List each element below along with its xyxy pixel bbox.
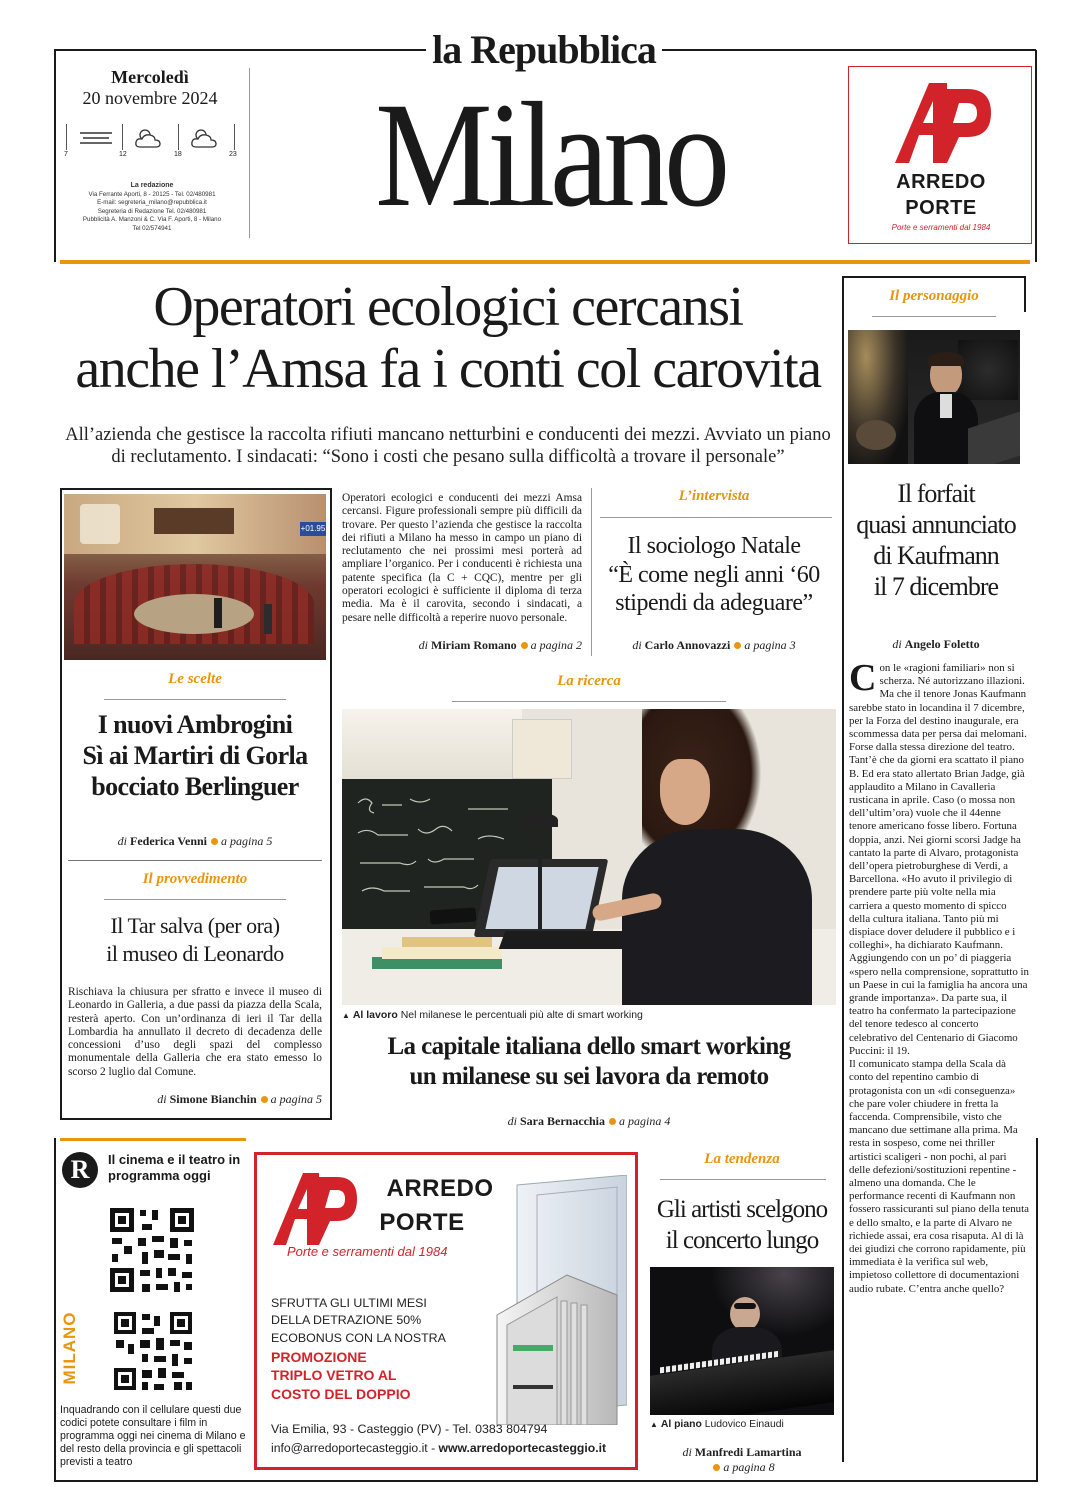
ad-line: DELLA DETRAZIONE 50% <box>271 1313 422 1328</box>
redazione-line[interactable]: E-mail: segreteria_milano@repubblica.it <box>97 199 207 207</box>
byline-author: Manfredi Lamartina <box>694 1445 802 1459</box>
city-title: Milano <box>375 72 725 238</box>
provvedimento-byline[interactable] <box>68 1092 322 1107</box>
byline-di: di <box>117 834 127 848</box>
byline-di: di <box>157 1092 167 1106</box>
big-ad-tagline: Porte e serramenti dal 1984 <box>287 1244 448 1259</box>
frame-left <box>54 50 56 262</box>
headline-line: “È come negli anni ‘60 <box>608 561 820 588</box>
redazione-line: Pubblicità A. Manzoni & C. Via F. Aporti, 8 - Milano <box>82 216 222 224</box>
byline-di: di <box>418 638 428 652</box>
kicker-rule <box>872 316 996 317</box>
cinema-title: Il cinema e il teatro in programma oggi <box>108 1152 241 1183</box>
provvedimento-headline[interactable] <box>64 912 326 968</box>
dot-icon <box>521 642 528 649</box>
cinema-rule <box>60 1138 246 1141</box>
tendenza-caption <box>650 1419 840 1430</box>
headline-line: Il Tar salva (per ora) <box>110 913 280 938</box>
headline-line: I nuovi Ambrogini <box>97 710 293 739</box>
caption-text: Nel milanese le percentuali più alte di smart working <box>400 1009 643 1021</box>
council-photo[interactable] <box>64 494 326 660</box>
column-divider <box>591 488 592 656</box>
smart-working-photo[interactable] <box>342 709 836 1005</box>
headline-line: di Kaufmann <box>873 541 999 570</box>
frame-bottom <box>54 1480 1038 1482</box>
scelte-kicker: Le scelte <box>168 671 222 687</box>
caption-triangle-icon: ▲ <box>342 1011 350 1020</box>
provvedimento-body: Rischiava la chiusura per sfratto e invece il museo di Leonardo in Galleria, a due passi da piazza della Scala, resterà aperto. Con un’ordinanza di ieri il Tar della Lombardia ha annullato il decreto di decadenza delle concessioni d’uso degli spazi del complesso monumentale della Galleria che era stato emesso lo scorso 2 luglio dal Comune. <box>68 986 322 1078</box>
big-ad-contacts <box>271 1441 635 1455</box>
byline-author: Carlo Annovazzi <box>644 638 731 652</box>
byline-author: Sara Bernacchia <box>520 1114 605 1128</box>
caption-bold: Al lavoro <box>352 1009 398 1021</box>
redazione-block <box>62 182 242 234</box>
scelte-byline[interactable] <box>64 834 326 849</box>
byline-author: Federica Venni <box>130 834 207 848</box>
provvedimento-kicker: Il provvedimento <box>142 871 248 887</box>
lead-body: Operatori ecologici e conducenti dei mezzi Amsa cercansi. Figure professionali sempre più difficili da trovare. Per questo l’azienda che gestisce la raccolta dei rifiuti a Milano ha messo in campo un piano di reclutamento che nei prossimi mesi porterà ad ampliare l’organico. Per i conducenti è richiesta una patente specifica (la C + CQC), mentre per gli operatori ecologici è sufficiente il diploma di terza media. Ma è il carovita, secondo i sindacati, a pesare nelle difficoltà a reperire nuovo personale. <box>342 492 582 624</box>
vertical-text: MILANO <box>60 1311 79 1385</box>
big-ad-line2: PORTE <box>379 1209 465 1236</box>
tendenza-byline[interactable] <box>646 1445 838 1475</box>
body-paragraph: on le «ragioni familiari» non si scherza. Né autorizzano illazioni. Ma che il tenore Jonas Kaufmann sarebbe stato in locandina il 7 dicembre, per la Forza del destino inaugurale, era scommessa data per persa dai melomani. Forse dalla stessa direzione del teatro. Tant’è che da giorni era scattato il piano B. Ed era stato allertato Brian Jadge, già applaudito a Milano in Cavalleria rusticana in aprile. Caso (o mossa non dell’ultim’ora) vuole che il 44enne tenore americano fosse libero. Fortuna doppia, anzi. Nei giorni scorsi Jadge ha cantato la parte di Alvaro, protagonista dell’opera pietroburghese di Verdi, a Barcellona. «Ho avuto il privilegio di prendere parte più volte nella mia carriera a questo momento di spicco della cultura italiana. Tanto più mi dispiace dover deludere il pubblico e i colleghi», ha dichiarato Kaufmann. Aggiungendo con un po’ di piaggeria «spero nella comprensione, soprattutto in un Paese in cui la famiglia ha ancora una grande importanza». Da parte sua, il teatro ha confermato la partecipazione del tenore tedesco al concerto celebrativo del Centenario di Giacomo Puccini: il 19. <box>849 662 1029 1057</box>
headline-line: La capitale italiana dello smart working <box>387 1033 791 1060</box>
redazione-line: Tel 02/574941 <box>132 224 172 232</box>
temp-label: 23 <box>229 151 237 158</box>
body-paragraph: Il comunicato stampa della Scala dà conto del repentino cambio di protagonista con un «di conseguenza» che pare voler chiudere in fretta la faccenda. Comprensibile, visto che mancano due settimane alla prima. Ma resta in sospeso, come nei thriller artistici scaligeri - non pochi, al pari delle defezioni/sostituzioni repentine - almeno una domanda. Che le performance recenti di Kaufmann non fossero rassicuranti sul piano della tenuta e dello smalto, e la parte di Alvaro ne richiede assai, era cosa risaputa. Al di là dei giudizi che corrono rapidamente, più immediata è la verifica sul web, impietoso collettore di documentazioni audio rubate. C’entra anche quello? <box>849 1058 1029 1295</box>
dot-icon <box>609 1118 616 1125</box>
headline-line: il 7 dicembre <box>873 572 999 601</box>
personaggio-kicker: Il personaggio <box>889 288 979 304</box>
ad-separator: - <box>427 1441 439 1455</box>
ricerca-kicker: La ricerca <box>557 673 621 689</box>
qr-code-icon[interactable] <box>108 1206 196 1294</box>
headline-line: Il sociologo Natale <box>627 533 801 559</box>
dot-icon <box>734 642 741 649</box>
tendenza-kicker: La tendenza <box>704 1151 780 1167</box>
lead-headline[interactable] <box>56 276 840 400</box>
caption-text: Ludovico Einaudi <box>704 1419 784 1430</box>
headline-line: Il forfait <box>897 479 975 508</box>
top-ad-line2: PORTE <box>905 197 977 219</box>
personaggio-byline[interactable] <box>844 637 1028 652</box>
photo-screen-label: +01.95 <box>300 522 326 536</box>
ricerca-byline[interactable] <box>342 1114 836 1129</box>
section-rule <box>60 260 1030 264</box>
kicker-box-top <box>842 276 1026 278</box>
headline-line: Sì ai Martiri di Gorla <box>82 741 308 770</box>
intervista-byline[interactable] <box>596 638 832 653</box>
ad-line: SFRUTTA GLI ULTIMI MESI <box>271 1296 427 1310</box>
headline-line: Gli artisti scelgono <box>656 1196 828 1223</box>
headline-line: quasi annunciato <box>856 510 1016 539</box>
dot-icon <box>261 1096 268 1103</box>
qr-code-icon[interactable] <box>112 1310 194 1392</box>
kicker-box-right <box>1024 276 1026 312</box>
headline-line: un milanese su sei lavora da remoto <box>409 1063 769 1090</box>
big-ad-line1: ARREDO <box>386 1175 494 1202</box>
headline-line: il concerto lungo <box>665 1227 819 1254</box>
scelte-headline[interactable] <box>64 709 326 802</box>
byline-page: a pagina 4 <box>619 1114 671 1128</box>
kaufmann-photo[interactable] <box>848 330 1020 464</box>
headline-line: stipendi da adeguare” <box>615 590 813 616</box>
personaggio-body <box>849 657 1029 1296</box>
cinema-vertical-label <box>58 1300 82 1400</box>
intervista-headline[interactable] <box>596 532 832 618</box>
byline-page: a pagina 8 <box>723 1460 775 1474</box>
big-ad-copy <box>271 1295 501 1347</box>
promo-line: COSTO DEL DOPPIO <box>271 1385 411 1402</box>
byline-page: a pagina 5 <box>221 834 273 848</box>
tendenza-headline[interactable] <box>646 1194 838 1256</box>
caption-bold: Al piano <box>660 1419 702 1430</box>
ricerca-caption <box>342 1009 836 1021</box>
byline-page: a pagina 2 <box>530 638 582 652</box>
date-divider <box>249 68 250 238</box>
sun-cloud-icon <box>132 125 168 151</box>
big-ad-promo <box>271 1348 501 1403</box>
promo-line: PROMOZIONE <box>271 1349 367 1365</box>
caption-triangle-icon: ▲ <box>650 1420 658 1429</box>
ricerca-headline[interactable] <box>342 1032 836 1092</box>
einaudi-photo[interactable] <box>650 1267 834 1415</box>
headline-line: bocciato Berlinguer <box>91 772 299 801</box>
byline-di: di <box>892 637 902 651</box>
intervista-kicker: L’intervista <box>678 488 750 504</box>
ap-logo-icon <box>887 77 997 167</box>
big-ad-address: Via Emilia, 93 - Casteggio (PV) - Tel. 0383 804794 <box>271 1422 548 1436</box>
dropcap: C <box>849 657 877 699</box>
top-ad-line1: ARREDO <box>896 171 986 193</box>
top-advertisement[interactable] <box>848 66 1032 244</box>
fog-icon <box>78 128 114 148</box>
issue-date: 20 novembre 2024 <box>82 88 218 108</box>
ad-email[interactable]: info@arredoportecasteggio.it <box>271 1441 428 1455</box>
headline-line: il museo di Leonardo <box>106 941 284 966</box>
byline-di: di <box>507 1114 517 1128</box>
brand-name[interactable]: la Repubblica <box>432 27 656 72</box>
byline-author: Angelo Foletto <box>904 637 980 651</box>
sun-cloud-icon <box>188 125 224 151</box>
issue-day: Mercoledì <box>111 67 189 87</box>
kicker-rule <box>104 899 286 900</box>
lead-byline[interactable] <box>342 638 582 653</box>
byline-page: a pagina 5 <box>270 1092 322 1106</box>
byline-di: di <box>632 638 642 652</box>
temp-label: 18 <box>174 151 182 158</box>
byline-di: di <box>682 1445 692 1459</box>
kicker-rule <box>452 701 726 702</box>
repubblica-r-logo[interactable]: R <box>62 1152 98 1188</box>
redazione-line: Segreteria di Redazione Tel. 02/480981 <box>97 207 207 215</box>
masthead-rule-right <box>662 49 1036 51</box>
temp-label: 12 <box>119 151 127 158</box>
cinema-text: Inquadrando con il cellulare questi due codici potete consultare i film in programma oggi nei cinema di Milano e del resto della provincia e gli spettacoli previsti a teatro <box>60 1404 246 1468</box>
kicker-rule <box>660 1179 826 1180</box>
frame-right-bottom <box>1036 1138 1038 1482</box>
redazione-line: Via Ferrante Aporti, 8 - 20125 - Tel. 02/480981 <box>88 190 216 198</box>
promo-line: TRIPLO VETRO AL <box>271 1367 397 1384</box>
right-column-border <box>842 276 844 1462</box>
lead-headline-line1: Operatori ecologici cercansi <box>153 276 743 338</box>
personaggio-headline[interactable] <box>844 478 1028 602</box>
lead-headline-line2: anche l’Amsa fa i conti col carovita <box>75 338 821 400</box>
redazione-title: La redazione <box>130 182 174 189</box>
temp-label: 7 <box>64 151 68 158</box>
kicker-rule <box>104 699 286 700</box>
byline-author: Simone Bianchin <box>169 1092 257 1106</box>
kicker-rule <box>600 517 832 518</box>
weather-strip <box>64 122 244 162</box>
byline-page: a pagina 3 <box>744 638 796 652</box>
story-divider <box>68 860 322 861</box>
arredo-porte-advertisement[interactable] <box>254 1152 638 1470</box>
ad-website[interactable]: www.arredoportecasteggio.it <box>438 1441 607 1455</box>
top-ad-tagline: Porte e serramenti dal 1984 <box>891 223 991 232</box>
lead-deck: All’azienda che gestisce la raccolta rifiuti mancano netturbini e conducenti dei mezzi. Avviato un piano di reclutamento. I sindacati: “Sono i costi che pesano sulla difficoltà a trovare il personale” <box>65 425 831 467</box>
masthead-rule-left <box>54 49 426 51</box>
byline-author: Miriam Romano <box>431 638 517 652</box>
dot-icon <box>713 1464 720 1471</box>
ad-line: ECOBONUS CON LA NOSTRA <box>271 1330 446 1345</box>
frame-right <box>1035 50 1037 262</box>
dot-icon <box>211 838 218 845</box>
frame-left-bottom <box>54 1138 56 1482</box>
